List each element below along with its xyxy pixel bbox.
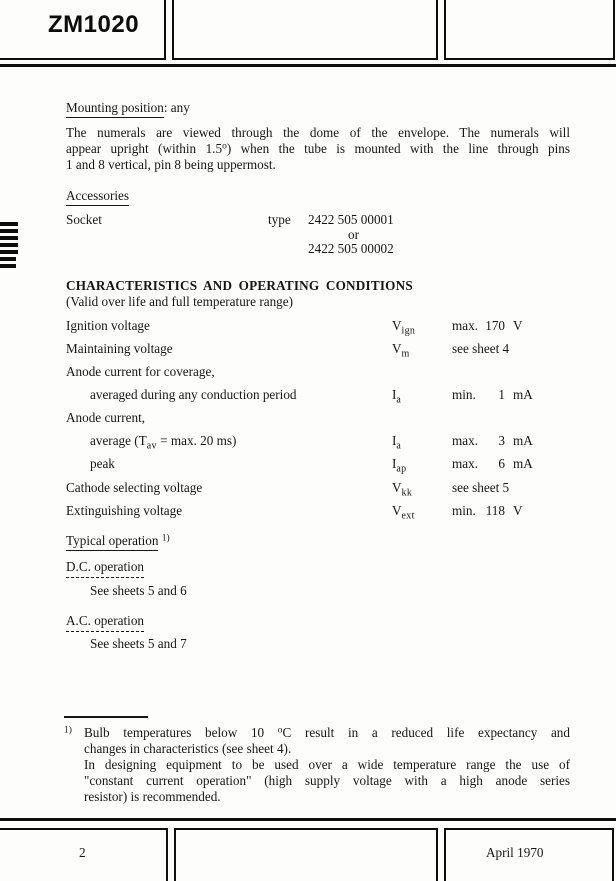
paragraph-text: ) when the tube is mounted with the line through pins [226, 141, 571, 156]
row-label: Maintaining voltage [66, 341, 173, 356]
row-value: 1 [498, 387, 505, 402]
row-symbol [392, 480, 413, 499]
char-row-average [66, 433, 570, 450]
numerals-paragraph-line3: 1 and 8 vertical, pin 8 being uppermost. [66, 157, 276, 172]
row-symbol [392, 318, 416, 337]
row-label: Extinguishing voltage [66, 503, 183, 518]
mounting-position-line [66, 100, 190, 116]
row-label: Anode current for coverage, [66, 364, 215, 379]
numerals-paragraph-line1: The numerals are viewed through the dome of the envelope. The numerals will [66, 125, 570, 140]
paragraph-text: appear upright (within 1.5 [66, 141, 223, 156]
mounting-position-heading: Mounting position [66, 100, 164, 118]
symbol-subscript: ext [401, 510, 415, 522]
symbol-base: I [392, 433, 397, 448]
row-qualifier: max. [452, 456, 479, 471]
index-bar [0, 250, 18, 254]
index-bar [0, 264, 16, 268]
row-label: averaged during any conduction period [90, 387, 297, 402]
symbol-base: V [392, 318, 402, 333]
row-qualifier: max. [452, 433, 479, 448]
ac-operation-text: A.C. operation [66, 613, 144, 632]
socket-type-code-2: 2422 505 00002 [308, 241, 394, 256]
index-bar [0, 222, 18, 226]
typical-operation-heading [66, 533, 170, 549]
numerals-paragraph-line2 [66, 141, 570, 157]
row-unit: V [513, 503, 523, 518]
model-number: ZM1020 [48, 11, 140, 38]
issue-date: April 1970 [486, 845, 544, 860]
mounting-position-value: : any [163, 100, 190, 115]
row-unit: mA [513, 387, 533, 402]
footnote-text: C result in a reduced life expectancy and [282, 725, 570, 740]
dc-operation-text: D.C. operation [66, 559, 144, 578]
row-label: Ignition voltage [66, 318, 150, 333]
row-value: 170 [485, 318, 505, 333]
symbol-subscript: m [401, 348, 410, 360]
dc-operation-heading [66, 559, 144, 575]
page-number: 2 [79, 845, 86, 860]
row-value: 3 [498, 433, 505, 448]
row-unit: mA [513, 456, 533, 471]
degree-superscript: o [277, 725, 283, 736]
symbol-base: V [392, 341, 402, 356]
footnote-line4: "constant current operation" (high supply voltage with a high anode series [84, 773, 570, 788]
header-rule [0, 64, 616, 67]
symbol-subscript: ap [396, 463, 407, 475]
label-text: average (T [90, 433, 147, 448]
characteristics-subheading: (Valid over life and full temperature range) [66, 294, 294, 309]
char-row-maintaining-voltage [66, 341, 570, 358]
footnote-marker-text: 1) [64, 725, 72, 736]
symbol-subscript: a [396, 440, 402, 452]
row-symbol [392, 503, 415, 522]
char-row-averaged-conduction [66, 387, 570, 404]
accessories-heading-text: Accessories [66, 188, 129, 206]
row-qualifier: min. [452, 387, 476, 402]
symbol-base: I [392, 387, 397, 402]
footnote-rule [64, 716, 148, 718]
row-label [66, 433, 237, 452]
ac-operation-heading [66, 613, 144, 629]
footnote-line5: resistor) is recommended. [84, 789, 221, 804]
row-symbol [392, 456, 407, 475]
char-row-ignition-voltage [66, 318, 570, 335]
characteristics-heading: CHARACTERISTICS AND OPERATING CONDITIONS [66, 278, 413, 293]
label-subscript: av [146, 440, 157, 452]
row-label: Cathode selecting voltage [66, 480, 203, 495]
symbol-subscript: kk [401, 487, 413, 499]
label-text: = max. 20 ms) [156, 433, 237, 448]
socket-type-code-1: 2422 505 00001 [308, 212, 394, 227]
ac-operation-body: See sheets 5 and 7 [90, 636, 187, 651]
footnote-line3: In designing equipment to be used over a wide temperature range the use of [84, 757, 570, 772]
typical-operation-text: Typical operation [66, 533, 158, 551]
index-bar [0, 257, 16, 261]
header-box-middle [172, 0, 438, 60]
symbol-subscript: ign [401, 325, 416, 337]
header-box-right [444, 0, 615, 60]
symbol-base: V [392, 480, 402, 495]
footer-box-middle [174, 828, 438, 881]
row-qualifier: see sheet 4 [452, 341, 510, 356]
row-qualifier: see sheet 5 [452, 480, 510, 495]
char-row-cathode-selecting [66, 480, 570, 497]
symbol-subscript: a [396, 394, 402, 406]
row-value: 6 [498, 456, 505, 471]
footnote-text: Bulb temperatures below 10 [84, 725, 265, 740]
symbol-base: V [392, 503, 402, 518]
accessories-heading [66, 188, 129, 204]
index-bar [0, 243, 18, 247]
row-symbol [392, 433, 402, 452]
char-row-anode-current-coverage [66, 364, 570, 381]
row-qualifier: max. [452, 318, 479, 333]
row-label: Anode current, [66, 410, 146, 425]
row-value: 118 [485, 503, 505, 518]
dc-operation-body: See sheets 5 and 6 [90, 583, 187, 598]
row-unit: V [513, 318, 523, 333]
row-symbol [392, 387, 402, 406]
char-row-peak [66, 456, 570, 473]
socket-type-label: type [268, 212, 291, 227]
socket-or-label: or [348, 227, 359, 242]
footnote-marker [64, 725, 72, 741]
footnote-reference: 1) [161, 533, 170, 544]
index-bar [0, 229, 18, 233]
socket-label: Socket [66, 212, 102, 227]
row-symbol [392, 341, 410, 360]
index-bar [0, 236, 18, 240]
row-label: peak [90, 456, 115, 471]
char-row-extinguishing [66, 503, 570, 520]
footnote-line1 [84, 725, 570, 741]
degree-superscript: o [222, 141, 227, 152]
footer-rule [0, 818, 616, 821]
symbol-base: I [392, 456, 397, 471]
row-qualifier: min. [452, 503, 476, 518]
char-row-anode-current [66, 410, 570, 427]
footnote-line2: changes in characteristics (see sheet 4). [84, 741, 292, 756]
row-unit: mA [513, 433, 533, 448]
